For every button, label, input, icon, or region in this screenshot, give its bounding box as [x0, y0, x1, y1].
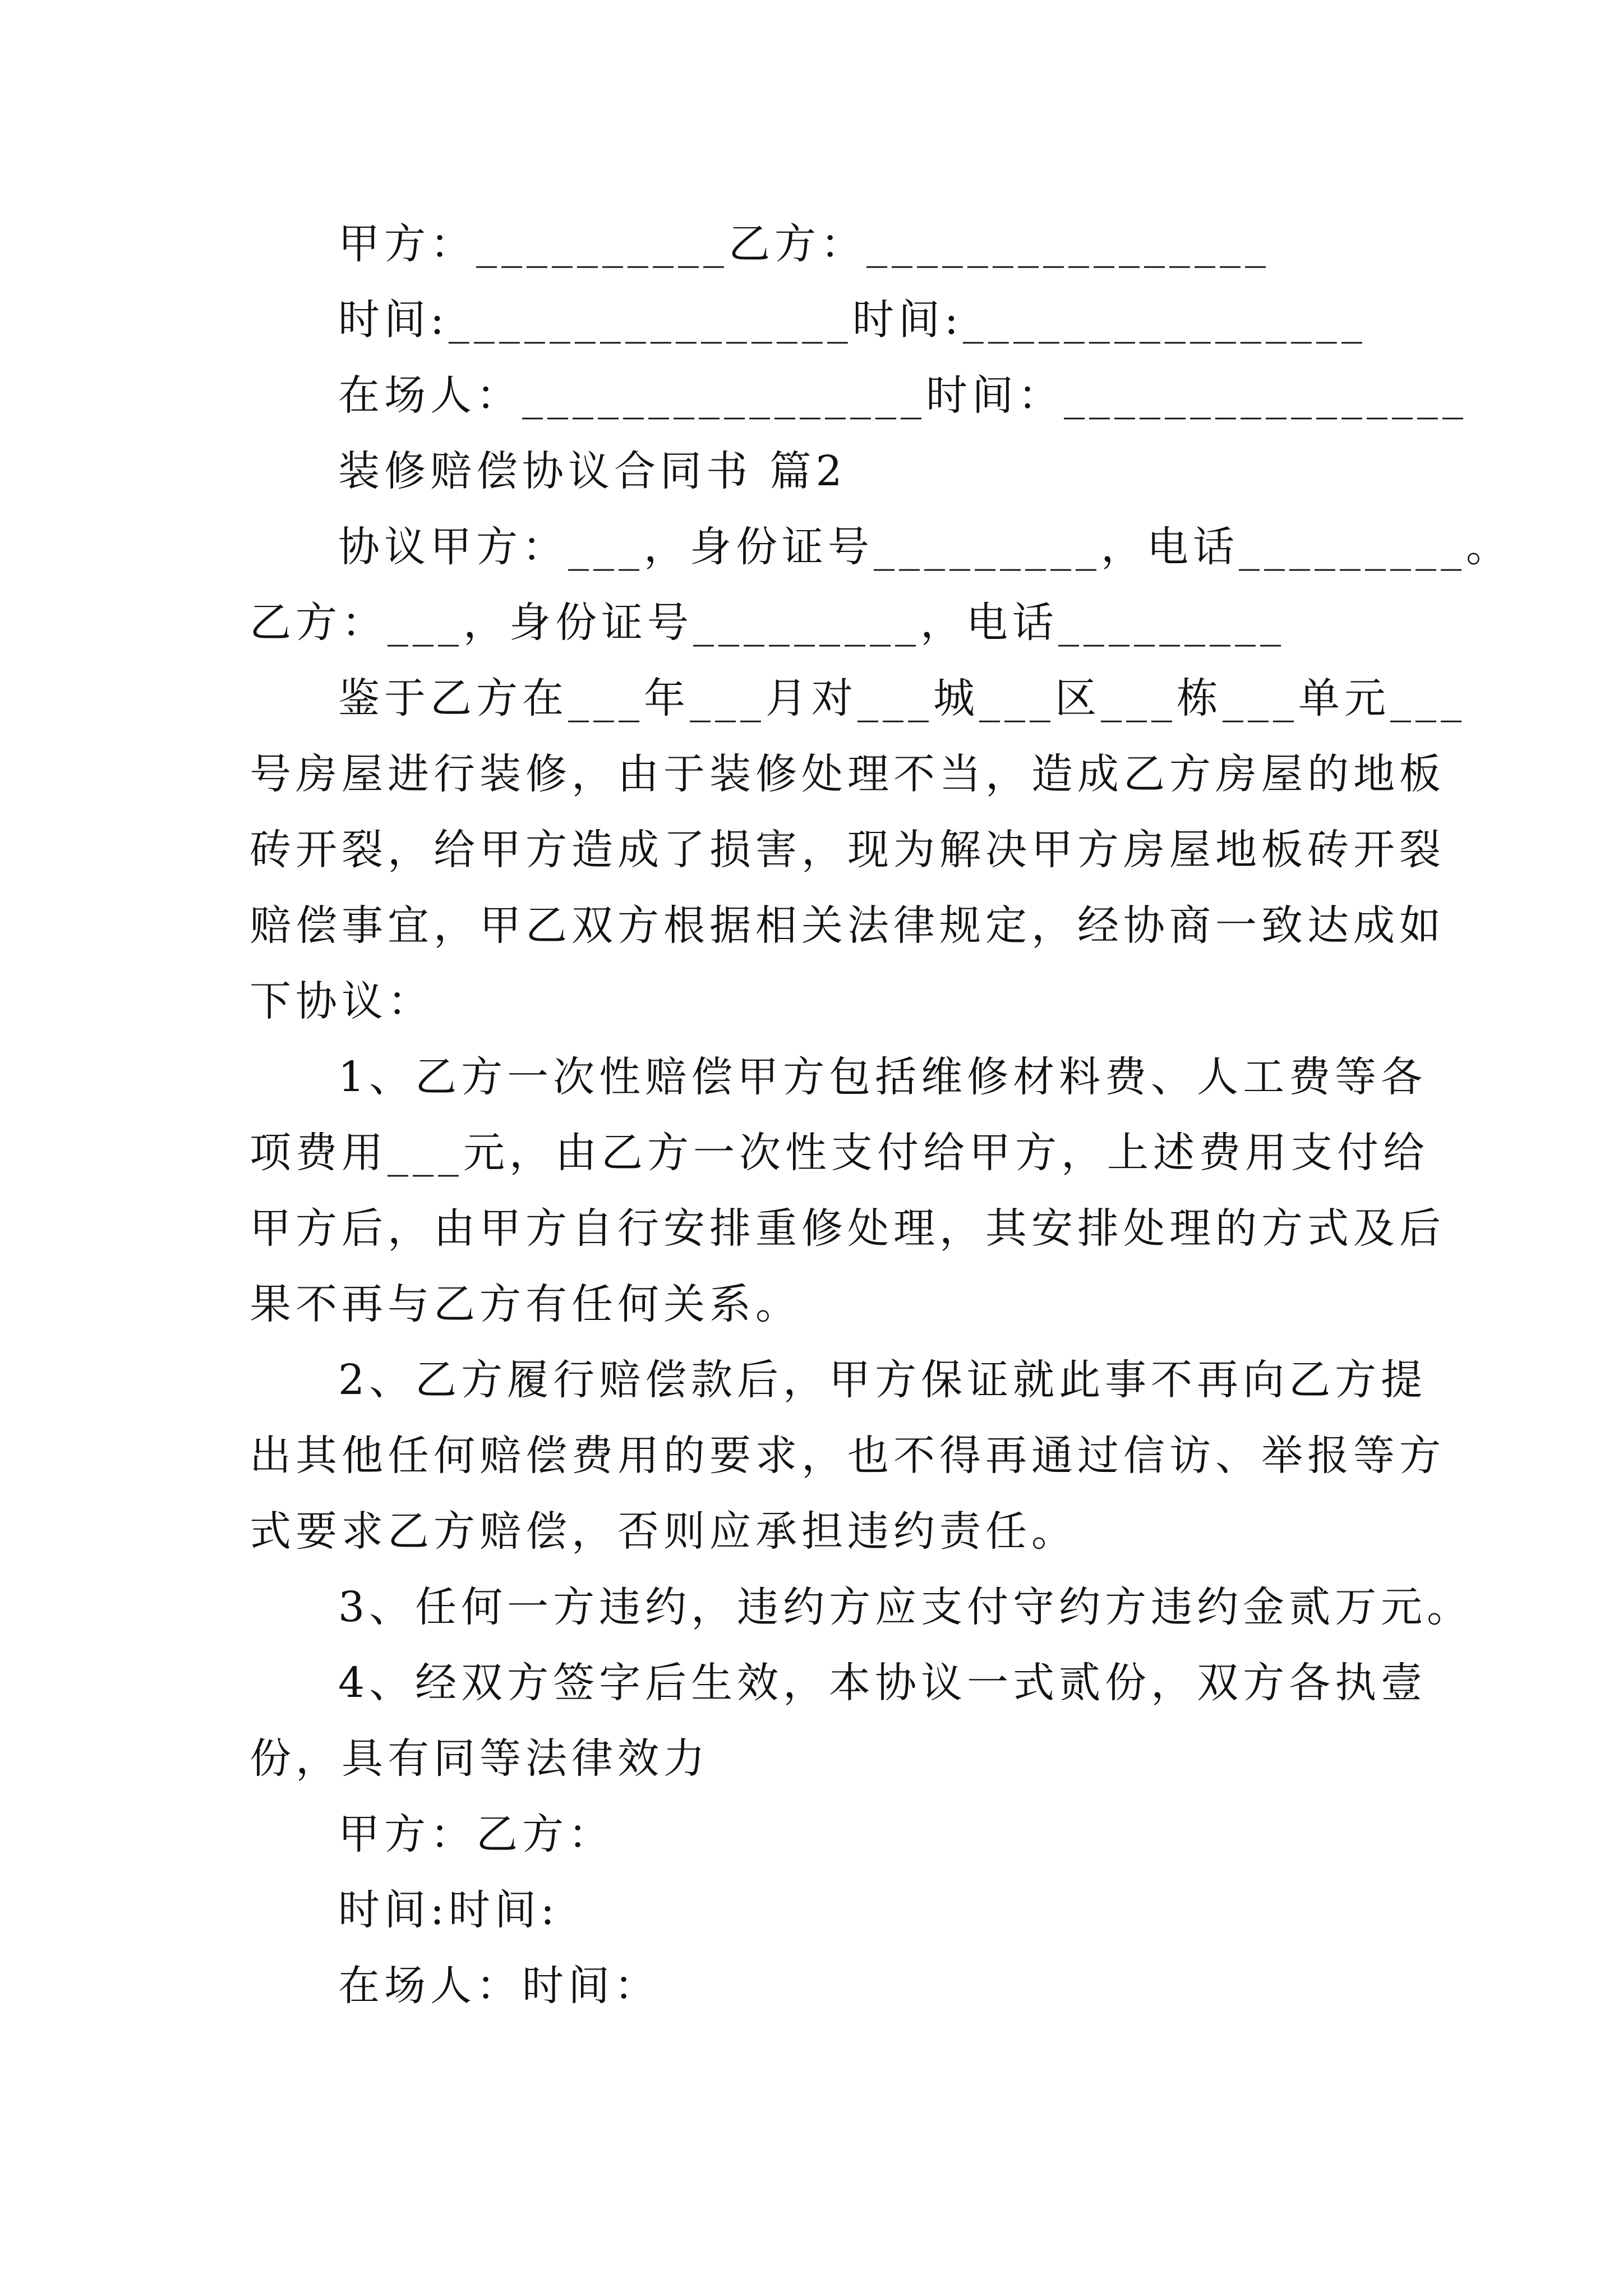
clause-2-line: 2、乙方履行赔偿款后，甲方保证就此事不再向乙方提 [338, 1356, 1427, 1404]
body-paragraph-line: 号房屋进行装修，由于装修处理不当，造成乙方房屋的地板 [250, 750, 1445, 798]
clause-4-line: 4、经双方签字后生效，本协议一式贰份，双方各执壹 [338, 1659, 1427, 1707]
section-title: 装修赔偿协议合同书 篇2 [338, 447, 847, 495]
clause-1-line: 项费用___元，由乙方一次性支付给甲方，上述费用支付给 [250, 1129, 1429, 1177]
clause-2-line: 式要求乙方赔偿，否则应承担违约责任。 [250, 1507, 1077, 1556]
body-paragraph-line: 赔偿事宜，甲乙双方根据相关法律规定，经协商一致达成如 [250, 901, 1445, 950]
body-paragraph-line: 下协议： [250, 977, 434, 1025]
signature-line-parties-1: 甲方：__________乙方：________________ [338, 220, 1270, 268]
party-b-info: 乙方：___，身份证号_________，电话_________ [250, 599, 1285, 647]
clause-1-line: 1、乙方一次性赔偿甲方包括维修材料费、人工费等各 [338, 1053, 1427, 1101]
signature-line-witness-2: 在场人：时间： [338, 1962, 660, 2010]
body-paragraph-line: 鉴于乙方在___年___月对___城___区___栋___单元___ [338, 674, 1466, 723]
body-paragraph-line: 砖开裂，给甲方造成了损害，现为解决甲方房屋地板砖开裂 [250, 826, 1445, 874]
clause-2-line: 出其他任何赔偿费用的要求，也不得再通过信访、举报等方 [250, 1432, 1445, 1480]
signature-line-parties-2: 甲方：乙方： [338, 1810, 614, 1858]
clause-4-line: 份，具有同等法律效力 [250, 1734, 709, 1783]
clause-1-line: 果不再与乙方有任何关系。 [250, 1280, 801, 1328]
clause-1-line: 甲方后，由甲方自行安排重修处理，其安排处理的方式及后 [250, 1204, 1445, 1253]
party-a-info: 协议甲方：___，身份证号_________，电话_________。 [338, 523, 1512, 571]
signature-line-time-2: 时间:时间: [338, 1886, 559, 1934]
clause-3-line: 3、任何一方违约，违约方应支付守约方违约金贰万元。 [338, 1583, 1473, 1631]
signature-line-witness-1: 在场人：________________时间：________________ [338, 371, 1468, 420]
signature-line-time-1: 时间:________________时间:________________ [338, 296, 1367, 344]
